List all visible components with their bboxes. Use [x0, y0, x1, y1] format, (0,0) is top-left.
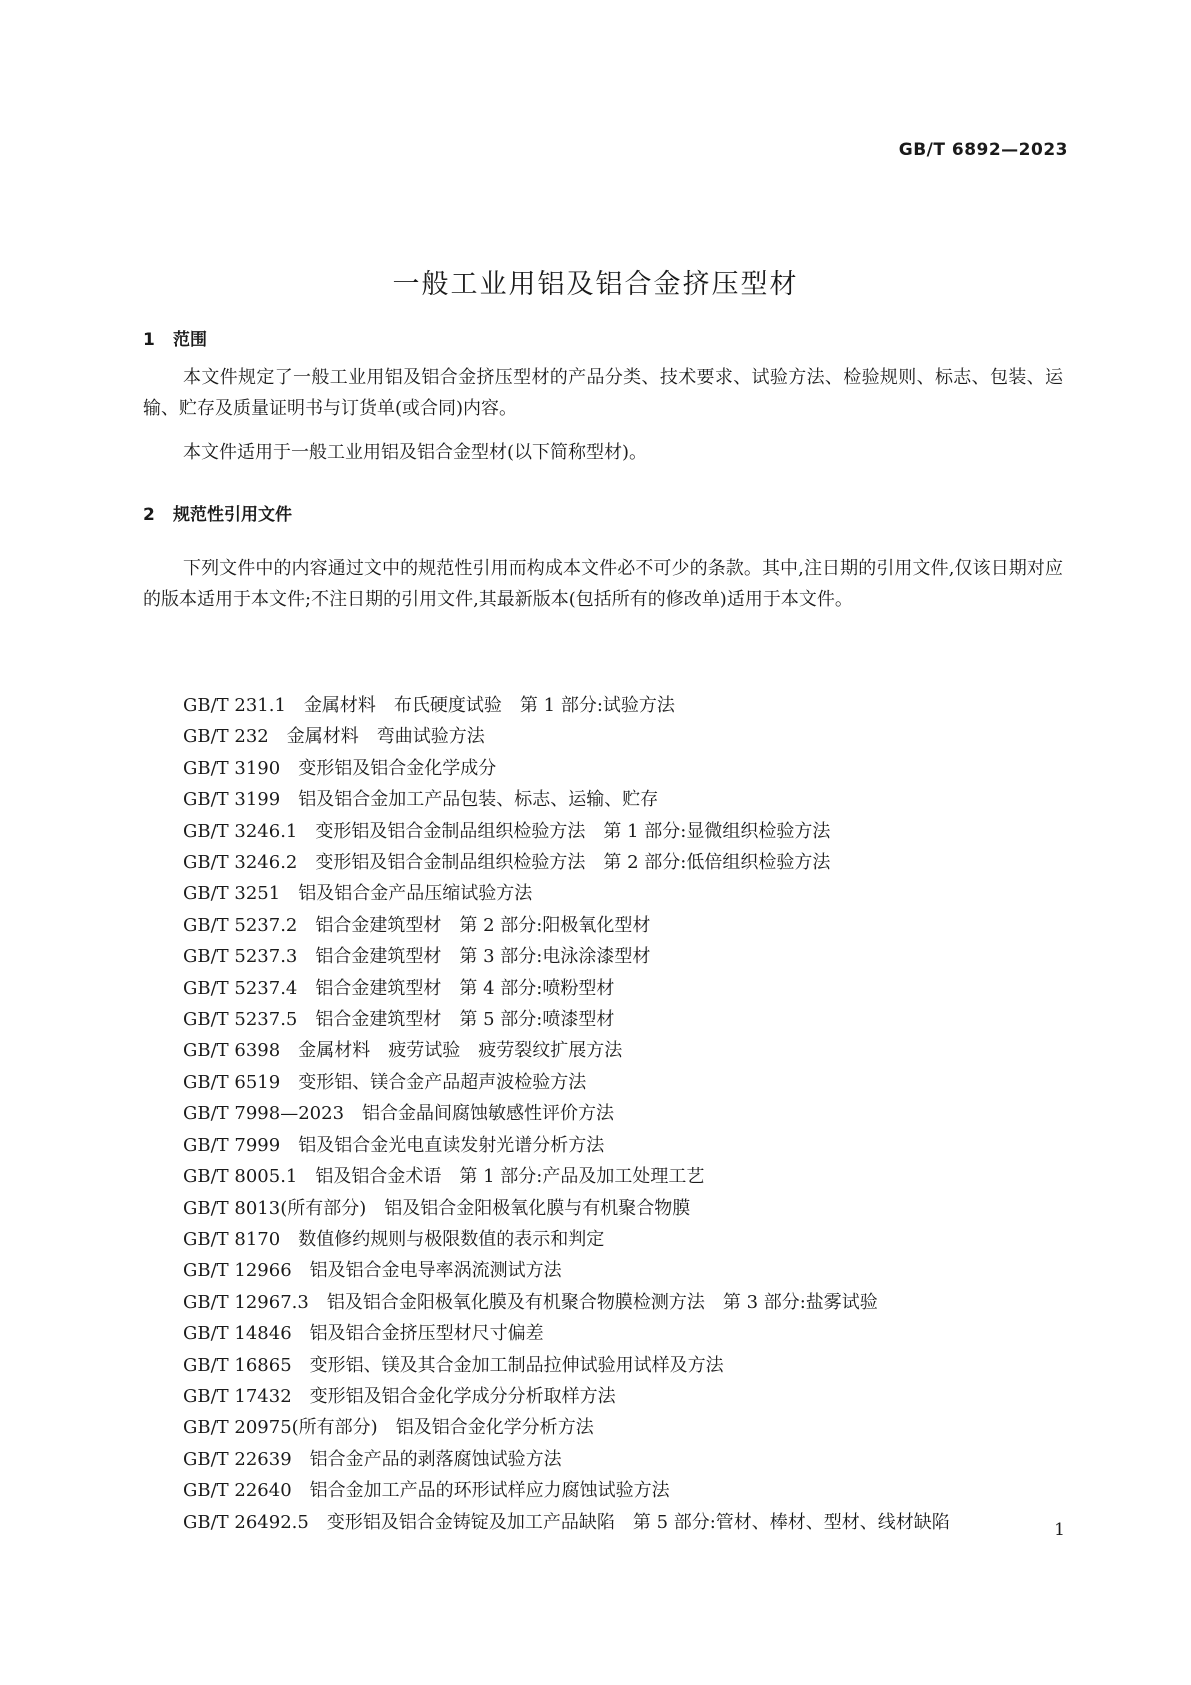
reference-title: 金属材料 疲劳试验 疲劳裂纹扩展方法	[298, 1040, 623, 1062]
reference-item	[183, 753, 1063, 784]
reference-item	[183, 1412, 1063, 1443]
reference-title: 铝及铝合金化学分析方法	[395, 1417, 594, 1439]
reference-item	[183, 690, 1063, 721]
reference-code: GB/T 20975(所有部分)	[183, 1417, 378, 1439]
reference-title: 铝及铝合金加工产品包装、标志、运输、贮存	[298, 789, 659, 811]
reference-code: GB/T 3251	[183, 883, 281, 905]
section-number: 2	[143, 505, 155, 525]
reference-code: GB/T 22639	[183, 1448, 292, 1470]
reference-item	[183, 1035, 1063, 1066]
reference-item	[183, 847, 1063, 878]
reference-code: GB/T 7998—2023	[183, 1103, 345, 1125]
reference-title: 铝合金加工产品的环形试样应力腐蚀试验方法	[309, 1480, 670, 1502]
reference-item	[183, 1350, 1063, 1381]
reference-item	[183, 1224, 1063, 1255]
reference-item	[183, 910, 1063, 941]
reference-item	[183, 1161, 1063, 1192]
reference-code: GB/T 8005.1	[183, 1166, 298, 1188]
reference-code: GB/T 3190	[183, 757, 281, 779]
reference-title: 铝及铝合金挤压型材尺寸偏差	[309, 1323, 544, 1345]
reference-title: 铝及铝合金术语 第 1 部分:产品及加工处理工艺	[315, 1166, 705, 1188]
reference-title: 铝及铝合金阳极氧化膜及有机聚合物膜检测方法 第 3 部分:盐雾试验	[326, 1291, 878, 1313]
reference-code: GB/T 12966	[183, 1260, 292, 1282]
scope-paragraph: 本文件规定了一般工业用铝及铝合金挤压型材的产品分类、技术要求、试验方法、检验规则、标志、包装、运输、贮存及质量证明书与订货单(或合同)内容。	[143, 367, 1063, 419]
reference-code: GB/T 16865	[183, 1354, 292, 1376]
reference-title: 变形铝及铝合金化学成分	[298, 757, 497, 779]
reference-item	[183, 1287, 1063, 1318]
reference-code: GB/T 5237.2	[183, 914, 298, 936]
reference-code: GB/T 5237.4	[183, 977, 298, 999]
page-number: 1	[1054, 1520, 1065, 1540]
reference-item	[183, 973, 1063, 1004]
reference-title: 金属材料 布氏硬度试验 第 1 部分:试验方法	[303, 695, 675, 716]
reference-list	[183, 690, 1063, 1538]
reference-title: 变形铝及铝合金化学成分分析取样方法	[309, 1385, 616, 1407]
reference-item	[183, 1475, 1063, 1506]
reference-code: GB/T 231.1	[183, 695, 286, 716]
normative-references-intro: 下列文件中的内容通过文中的规范性引用而构成本文件必不可少的条款。其中,注日期的引用文件,仅该日期对应的版本适用于本文件;不注日期的引用文件,其最新版本(包括所有的修改单)适用于本文件。	[143, 558, 1063, 610]
document-title: 一般工业用铝及铝合金挤压型材	[392, 269, 799, 301]
reference-title: 铝合金建筑型材 第 2 部分:阳极氧化型材	[315, 914, 651, 936]
reference-code: GB/T 17432	[183, 1385, 292, 1407]
reference-item	[183, 1255, 1063, 1286]
reference-title: 铝合金建筑型材 第 5 部分:喷漆型材	[315, 1009, 615, 1031]
reference-title: 变形铝、镁合金产品超声波检验方法	[298, 1071, 587, 1093]
reference-title: 铝合金建筑型材 第 3 部分:电泳涂漆型材	[315, 946, 651, 968]
section-title: 范围	[173, 330, 207, 350]
section-number: 1	[143, 330, 155, 350]
reference-item	[183, 1130, 1063, 1161]
reference-item	[183, 941, 1063, 972]
section-1-heading	[143, 325, 207, 350]
reference-code: GB/T 6519	[183, 1071, 281, 1093]
reference-title: 铝合金建筑型材 第 4 部分:喷粉型材	[315, 977, 615, 999]
reference-title: 铝合金产品的剥落腐蚀试验方法	[309, 1448, 562, 1470]
reference-code: GB/T 14846	[183, 1323, 292, 1345]
reference-title: 变形铝及铝合金铸锭及加工产品缺陷 第 5 部分:管材、棒材、型材、线材缺陷	[326, 1511, 950, 1533]
reference-code: GB/T 3246.1	[183, 820, 298, 842]
reference-title: 变形铝及铝合金制品组织检验方法 第 2 部分:低倍组织检验方法	[315, 852, 831, 874]
reference-item	[183, 1381, 1063, 1412]
reference-title: 铝及铝合金电导率涡流测试方法	[309, 1260, 562, 1282]
reference-code: GB/T 3199	[183, 789, 281, 811]
section-2-heading	[143, 500, 292, 525]
reference-title: 数值修约规则与极限数值的表示和判定	[298, 1228, 605, 1250]
reference-title: 铝及铝合金光电直读发射光谱分析方法	[298, 1134, 605, 1156]
reference-title: 金属材料 弯曲试验方法	[286, 726, 485, 748]
reference-title: 变形铝、镁及其合金加工制品拉伸试验用试样及方法	[309, 1354, 724, 1376]
reference-item	[183, 1507, 1063, 1538]
reference-code: GB/T 7999	[183, 1134, 281, 1156]
reference-code: GB/T 26492.5	[183, 1511, 309, 1533]
reference-code: GB/T 3246.2	[183, 852, 298, 874]
reference-item	[183, 1004, 1063, 1035]
reference-code: GB/T 8013(所有部分)	[183, 1197, 367, 1219]
reference-item	[183, 1318, 1063, 1349]
reference-item	[183, 816, 1063, 847]
reference-code: GB/T 8170	[183, 1228, 281, 1250]
reference-code: GB/T 12967.3	[183, 1291, 309, 1313]
reference-item	[183, 878, 1063, 909]
reference-code: GB/T 232	[183, 726, 269, 748]
reference-code: GB/T 5237.3	[183, 946, 298, 968]
reference-title: 铝合金晶间腐蚀敏感性评价方法	[362, 1103, 615, 1125]
reference-item	[183, 721, 1063, 752]
reference-item	[183, 1098, 1063, 1129]
reference-code: GB/T 22640	[183, 1480, 292, 1502]
reference-code: GB/T 5237.5	[183, 1009, 298, 1031]
reference-title: 变形铝及铝合金制品组织检验方法 第 1 部分:显微组织检验方法	[315, 820, 831, 842]
section-title: 规范性引用文件	[173, 505, 292, 525]
standard-code: GB/T 6892—2023	[898, 140, 1068, 160]
reference-title: 铝及铝合金产品压缩试验方法	[298, 883, 533, 905]
reference-item	[183, 784, 1063, 815]
scope-applicability-paragraph: 本文件适用于一般工业用铝及铝合金型材(以下简称型材)。	[183, 442, 648, 463]
reference-item	[183, 1193, 1063, 1224]
reference-code: GB/T 6398	[183, 1040, 281, 1062]
reference-item	[183, 1444, 1063, 1475]
reference-item	[183, 1067, 1063, 1098]
reference-title: 铝及铝合金阳极氧化膜与有机聚合物膜	[384, 1197, 691, 1219]
